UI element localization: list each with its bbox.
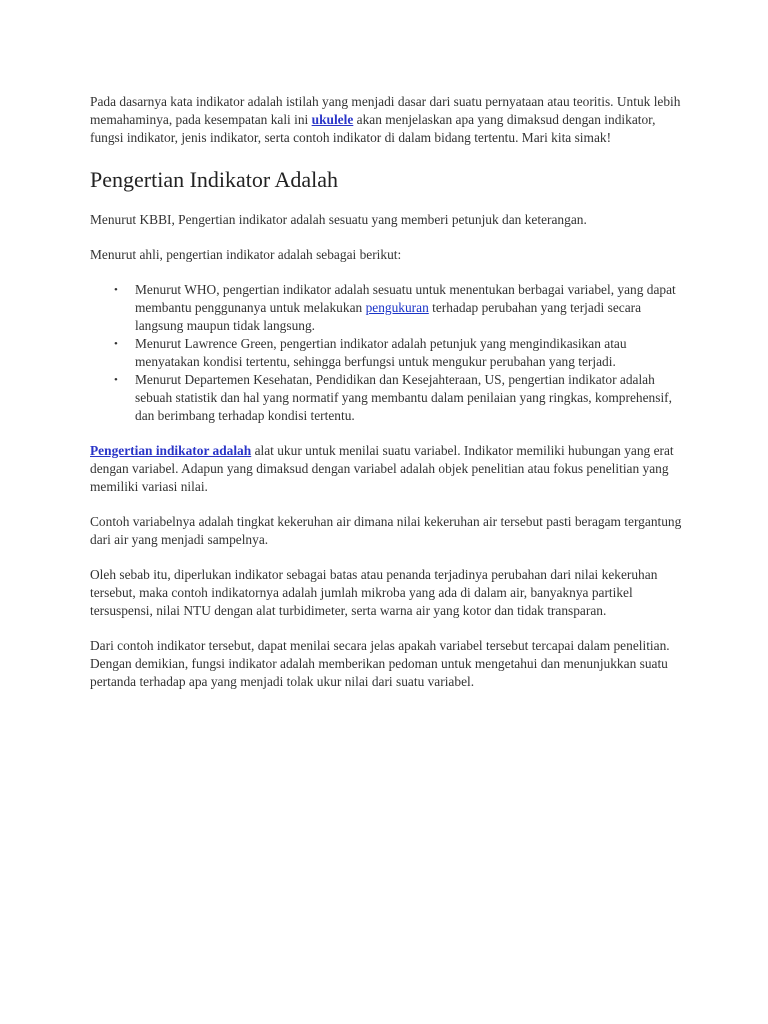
intro-text-after: akan menjelaskan apa yang dimaksud dengan indikator, fungsi indikator, jenis indikator, serta contoh indikator di dalam bidang tertentu. Mari kita simak! <box>90 112 656 145</box>
section-heading: Pengertian Indikator Adalah <box>90 167 339 192</box>
definition-list <box>90 281 690 425</box>
ahli-paragraph: Menurut ahli, pengertian indikator adalah sebagai berikut: <box>90 247 402 262</box>
sebab-paragraph: Oleh sebab itu, diperlukan indikator sebagai batas atau penanda terjadinya perubahan dari nilai kekeruhan tersebut, maka contoh indikatornya adalah jumlah mikroba yang ada di dalam air, banyaknya partikel tersuspensi, nilai NTU dengan alat turbidimeter, serta warna air yang kotor dan tidak transparan. <box>90 567 658 618</box>
list-item <box>114 281 690 335</box>
list-item-text: Menurut Lawrence Green, pengertian indikator adalah petunjuk yang mengindikasikan atau menyatakan kondisi tertentu, sehingga berfungsi untuk mengukur perubahan yang terjadi. <box>135 336 627 369</box>
list-item-text: Menurut Departemen Kesehatan, Pendidikan dan Kesejahteraan, US, pengertian indikator adalah sebuah statistik dan hal yang normatif yang membantu dalam penilaian yang ringkas, komprehensif, dan berimbang terhadap kondisi tertentu. <box>135 372 672 423</box>
pengukuran-link[interactable]: pengukuran <box>365 300 429 315</box>
definition-paragraph <box>90 442 690 496</box>
bullet-icon: • <box>114 284 118 296</box>
bullet-icon: • <box>114 338 118 350</box>
kbbi-paragraph: Menurut KBBI, Pengertian indikator adalah sesuatu yang memberi petunjuk dan keterangan. <box>90 212 587 227</box>
definition-text: alat ukur untuk menilai suatu variabel. Indikator memiliki hubungan yang erat dengan variabel. Adapun yang dimaksud dengan variabel adalah objek penelitian atau fokus penelitian yang memiliki variasi nilai. <box>90 443 674 494</box>
list-item-text-before: Menurut WHO, pengertian indikator adalah sesuatu untuk menentukan berbagai variabel, yang dapat membantu penggunanya untuk melakukan <box>135 282 676 315</box>
kesimpulan-paragraph: Dari contoh indikator tersebut, dapat menilai secara jelas apakah variabel tersebut tercapai dalam penelitian. Dengan demikian, fungsi indikator adalah memberikan pedoman untuk mengetahui dan menunjukkan suatu pertanda terhadap apa yang menjadi tolak ukur nilai dari suatu variabel. <box>90 638 670 689</box>
intro-text-before: Pada dasarnya kata indikator adalah istilah yang menjadi dasar dari suatu pernyataan atau teoritis. Untuk lebih memahaminya, pada kesempatan kali ini <box>90 94 681 127</box>
intro-paragraph <box>90 93 690 147</box>
bullet-icon: • <box>114 374 118 386</box>
pengertian-indikator-link[interactable]: Pengertian indikator adalah <box>90 443 252 458</box>
contoh-paragraph: Contoh variabelnya adalah tingkat kekeruhan air dimana nilai kekeruhan air tersebut pasti beragam tergantung dari air yang menjadi sampelnya. <box>90 514 682 547</box>
list-item-text-after: terhadap perubahan yang terjadi secara langsung maupun tidak langsung. <box>135 300 642 333</box>
ukulele-link[interactable]: ukulele <box>311 112 354 127</box>
list-item <box>114 371 690 425</box>
list-item <box>114 335 690 371</box>
article-body <box>90 93 690 708</box>
